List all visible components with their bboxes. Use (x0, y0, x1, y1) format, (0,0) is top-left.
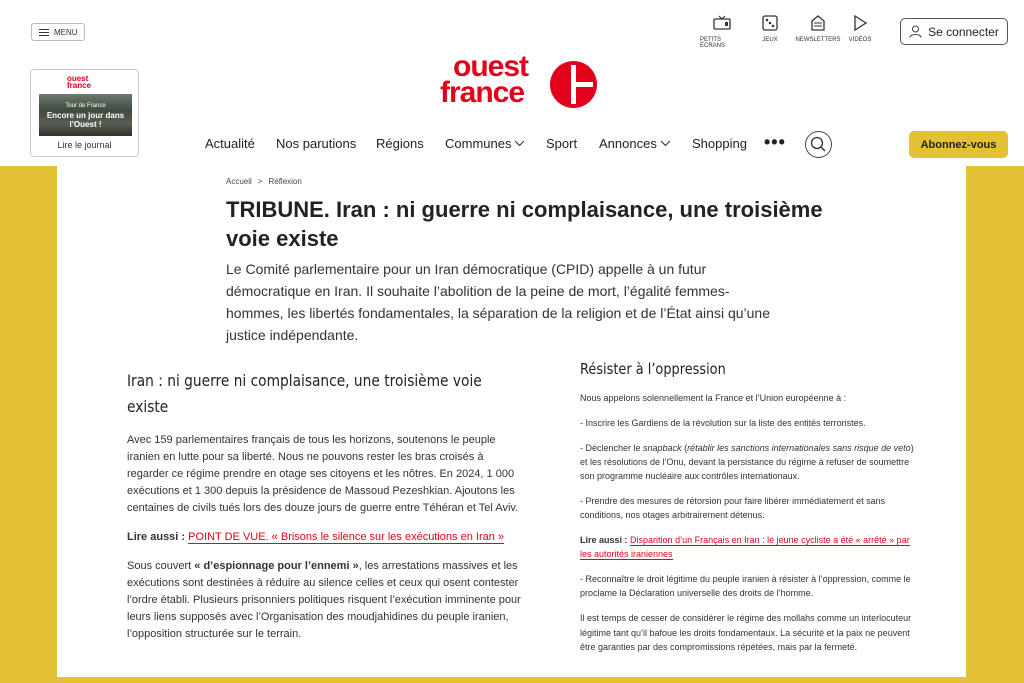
journal-mini-logo: ouest france (67, 74, 92, 90)
dice-icon (762, 15, 778, 31)
top-link-petits-ecrans[interactable] (700, 15, 744, 49)
logo-word-ouest: ouest (453, 50, 529, 83)
see-also (580, 533, 915, 562)
nav-item-regions[interactable]: Régions (376, 136, 424, 151)
logo-word-france: france (440, 76, 525, 109)
paragraph: Nous appelons solennellement la France et l’Union européenne à : (580, 393, 847, 403)
play-icon (852, 15, 868, 31)
paragraph: Sous couvert « d’espionnage pour l’ennemi », les arrestations massives et les exécutions sont destinées à réduire au silence celles et ceux qui osent contester l’ordre établi. Plusieurs prisonniers politiques risquent l’exécution imminente pour leurs liens supposés avec l’Organisation des moudjahidines du peuple iranien, l’opposition structurée sur le terrain. (127, 560, 521, 640)
top-link-label: PETITS ÉCRANS (700, 37, 726, 49)
subscribe-button[interactable]: Abonnez-vous (909, 131, 1008, 158)
menu-label: MENU (54, 27, 78, 37)
journal-cover-photo (39, 94, 132, 136)
section-heading: Iran : ni guerre ni complaisance, une troisième voie existe (127, 371, 482, 416)
paragraph: - Reconnaître le droit légitime du peuple iranien à résister à l’oppression, comme le proclame la Déclaration universelle des droits de l’homme. (580, 574, 911, 599)
breadcrumb-separator: > (257, 177, 263, 186)
top-link-newsletters[interactable] (796, 15, 840, 49)
menu-button[interactable] (31, 23, 85, 41)
paragraph: Il est temps de cesser de considérer le régime des mollahs comme un interlocuteur légitime tant qu’il bafoue les droits fondamentaux. La sécurité et la paix ne peuvent être garanties par des compromissions répétées, mais par la fermeté. (580, 613, 912, 652)
article-lead: Le Comité parlementaire pour un Iran démocratique (CPID) appelle à un futur démocratique en Iran. Il souhaite l’abolition de la peine de mort, l’égalité femmes-hommes, les libertés fondamentales, la séparation de la religion et de l’État ainsi qu’une justice indépendante. (226, 261, 770, 343)
paragraph: - Prendre des mesures de rétorsion pour faire libérer immédiatement et sans conditions, nos otages arbitrairement détenus. (580, 495, 886, 521)
login-button[interactable] (900, 18, 1008, 45)
nav-item-nos-parutions[interactable]: Nos parutions (276, 136, 357, 151)
top-links (700, 15, 880, 49)
nav-item-annonces[interactable]: Annonces (599, 136, 692, 151)
article-right-column (580, 358, 915, 665)
top-link-videos[interactable] (840, 15, 880, 49)
section-heading: Résister à l’oppression (580, 360, 726, 378)
read-journal-card[interactable] (30, 69, 139, 157)
main-nav (205, 132, 786, 152)
chevron-down-icon (660, 140, 671, 147)
article-left-column (127, 368, 522, 655)
top-link-label: VIDÉOS (848, 37, 872, 43)
logo-circle-icon (550, 61, 597, 108)
user-icon (909, 25, 922, 38)
top-link-label: JEUX (762, 37, 778, 43)
paragraph: Avec 159 parlementaires français de tous les horizons, soutenons le peuple iranien en lutte pour sa liberté. Nous ne pouvons rester les bras croisés à regarder ce régime prendre en otage ses citoyens et les nôtres. En 2024, 1 000 exécutions et 1 300 depuis la présidence de Massoud Pezeshkian. Ajoutons les centaines de civils tués lors des douze jours de guerre entre Téhéran et Tel Aviv. (127, 434, 519, 514)
tv-icon (713, 15, 731, 31)
top-link-label: NEWSLETTERS (795, 37, 841, 43)
see-also-link[interactable]: POINT DE VUE. « Brisons le silence sur les exécutions en Iran » (188, 531, 505, 543)
search-button[interactable] (805, 131, 832, 158)
see-also-label: Lire aussi : (580, 535, 628, 546)
see-also-label: Lire aussi : (127, 531, 186, 543)
see-also-link[interactable]: Disparition d’un Français en Iran : le jeune cycliste a été « arrêté » par les autorités iraniennes (580, 535, 910, 560)
journal-cover-subtitle: Tour de France (65, 103, 106, 109)
newsletter-icon (810, 15, 826, 31)
nav-item-shopping[interactable]: Shopping (692, 136, 747, 151)
journal-label: Lire le journal (57, 140, 112, 150)
top-link-jeux[interactable] (744, 15, 796, 49)
chevron-down-icon (514, 140, 525, 147)
journal-cover (37, 74, 134, 138)
hamburger-icon (39, 29, 49, 36)
journal-cover-headline: Encore un jour dans l’Ouest ! (46, 111, 125, 129)
paragraph: - Déclencher le snapback (rétablir les sanctions internationales sans risque de veto) et les résolutions de l’Onu, devant la persistance du régime à refuser de soumettre son programme nucléaire aux contrôles internationaux. (580, 442, 914, 482)
breadcrumb-home[interactable]: Accueil (226, 177, 252, 186)
breadcrumb (226, 177, 302, 186)
breadcrumb-reflexion[interactable]: Réflexion (268, 177, 302, 186)
login-label: Se connecter (928, 24, 999, 39)
article-title: TRIBUNE. Iran : ni guerre ni complaisance, une troisième voie existe (226, 197, 823, 251)
search-icon (806, 132, 831, 157)
nav-item-actualite[interactable]: Actualité (205, 136, 255, 151)
see-also (127, 529, 522, 546)
nav-item-communes[interactable]: Communes (445, 136, 546, 151)
site-logo[interactable] (440, 50, 600, 112)
paragraph: - Inscrire les Gardiens de la révolution sur la liste des entités terroristes. (580, 417, 866, 428)
nav-item-sport[interactable]: Sport (546, 136, 578, 151)
more-menu-button[interactable]: ••• (764, 132, 786, 152)
